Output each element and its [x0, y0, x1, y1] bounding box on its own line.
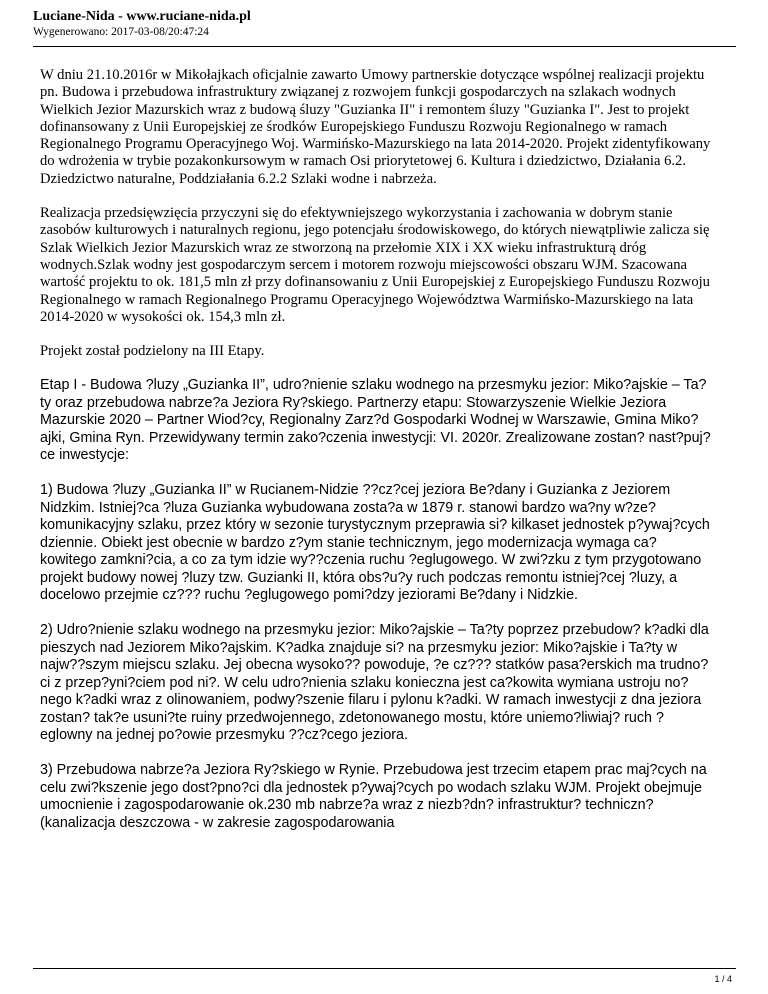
- generated-timestamp: Wygenerowano: 2017-03-08/20:47:24: [33, 26, 209, 38]
- paragraph-item-3: 3) Przebudowa nabrze?a Jeziora Ry?skiego w Rynie. Przebudowa jest trzecim etapem prac maj?cych na celu zwi?kszenie jego dost?pno?ci dla jednostek p?ywaj?cych po wodach szlaku WJM. Projekt obejmuje umocnienie i zagospodarowanie ok.230 mb nabrze?a wraz z niezb?dn? infrastruktur? techniczn? (kanalizacja deszczowa - w zakresie zagospodarowania: [40, 762, 707, 831]
- paragraph-item-2: 2) Udro?nienie szlaku wodnego na przesmyku jezior: Miko?ajskie – Ta?ty poprzez przebudow? k?adki dla pieszych nad Jeziorem Miko?ajskim. K?adka znajduje si? na przesmyku jezior: Miko?ajskie i Ta?ty w najw??szym miejscu szlaku. Jej obecna wysoko?? powoduje, ?e cz??? statków pasa?erskich ma trudno?ci z przep?yni?ciem pod ni?. W celu udro?nienia szlaku konieczna jest ca?kowita wymiana ustroju no?nego k?adki wraz z olinowaniem, podwy?szenie filaru i pylonu k?adki. W ramach inwestycji z dna jeziora zostan? tak?e usuni?te ruiny przedwojennego, zdetonowanego mostu, które uniemo?liwiaj? ruch ?eglowny na jednej po?owie przesmyku ??cz?cego jeziora.: [40, 622, 709, 744]
- document-body: [40, 67, 712, 850]
- site-title: Luciane-Nida - www.ruciane-nida.pl: [33, 9, 251, 24]
- footer-divider: [33, 968, 736, 969]
- header-divider: [33, 46, 736, 47]
- paragraph-stage-one: Etap I - Budowa ?luzy „Guzianka II”, udro?nienie szlaku wodnego na przesmyku jezior: Miko?ajskie – Ta?ty oraz przebudowa nabrze?a Jeziora Ry?skiego. Partnerzy etapu: Stowarzyszenie Wielkie Jeziora Mazurskie 2020 – Partner Wiod?cy, Regionalny Zarz?d Gospodarki Wodnej w Warszawie, Gmina Miko?ajki, Gmina Ryn. Przewidywany termin zako?czenia inwestycji: VI. 2020r. Zrealizowane zostan? nast?puj?ce inwestycje:: [40, 377, 711, 464]
- paragraph-item-1: 1) Budowa ?luzy „Guzianka II” w Rucianem-Nidzie ??cz?cej jeziora Be?dany i Guzianka z Jeziorem Nidzkim. Istniej?ca ?luza Guzianka wybudowana zosta?a w 1879 r. stanowi bardzo wa?ny w?ze? komunikacyjny szlaku, przez który w sezonie turystycznym przeprawia si? kilkaset jednostek p?ywaj?cych dziennie. Obiekt jest obecnie w bardzo z?ym stanie technicznym, jego modernizacja wymaga ca?kowitego zamkni?cia, a co za tym idzie wy??czenia ruchu ?eglugowego. W zwi?zku z tym przygotowano projekt budowy nowej ?luzy tzw. Guzianki II, która obs?u?y ruch podczas remontu istniej?cej ?luzy, a docelowo przejmie cz??? ruchu ?eglugowego pomi?dzy jeziorami Be?dany i Nidzkie.: [40, 482, 710, 604]
- document-header: [33, 8, 251, 40]
- paragraph-stages: Projekt został podzielony na III Etapy.: [40, 343, 265, 360]
- paragraph-intro: W dniu 21.10.2016r w Mikołajkach oficjalnie zawarto Umowy partnerskie dotyczące wspólnej realizacji projektu pn. Budowa i przebudowa infrastruktury związanej z rozwojem funkcji gospodarczych na szlakach wodnych Wielkich Jezior Mazurskich wraz z budową śluzy "Guzianka II" i remontem śluzy "Guzianka I". Jest to projekt dofinansowany z Unii Europejskiej ze środków Europejskiego Funduszu Rozwoju Regionalnego w ramach Regionalnego Programu Operacyjnego Woj. Warmińsko-Mazurskiego na lata 2014-2020. Projekt zidentyfikowany do wdrożenia w trybie pozakonkursowym w ramach Osi priorytetowej 6. Kultura i dziedzictwo, Działania 6.2. Dziedzictwo naturalne, Poddziałania 6.2.2 Szlaki wodne i nabrzeża.: [40, 67, 711, 187]
- page-number: 1 / 4: [714, 974, 732, 984]
- paragraph-realization: Realizacja przedsięwzięcia przyczyni się do efektywniejszego wykorzystania i zachowania w dobrym stanie zasobów kulturowych i naturalnych regionu, jego potencjału środowiskowego, do których niewątpliwie zalicza się Szlak Wielkich Jezior Mazurskich wraz ze stworzoną na przełomie XIX i XX wieku infrastrukturą dróg wodnych.Szlak wodny jest gospodarczym sercem i motorem rozwoju miejscowości obszaru WJM. Szacowana wartość projektu to ok. 181,5 mln zł przy dofinansowaniu z Unii Europejskiej z Europejskiego Funduszu Rozwoju Regionalnego w ramach Regionalnego Programu Operacyjnego Województwa Warmińsko-Mazurskiego na lata 2014-2020 w wysokości ok. 154,3 mln zł.: [40, 205, 710, 325]
